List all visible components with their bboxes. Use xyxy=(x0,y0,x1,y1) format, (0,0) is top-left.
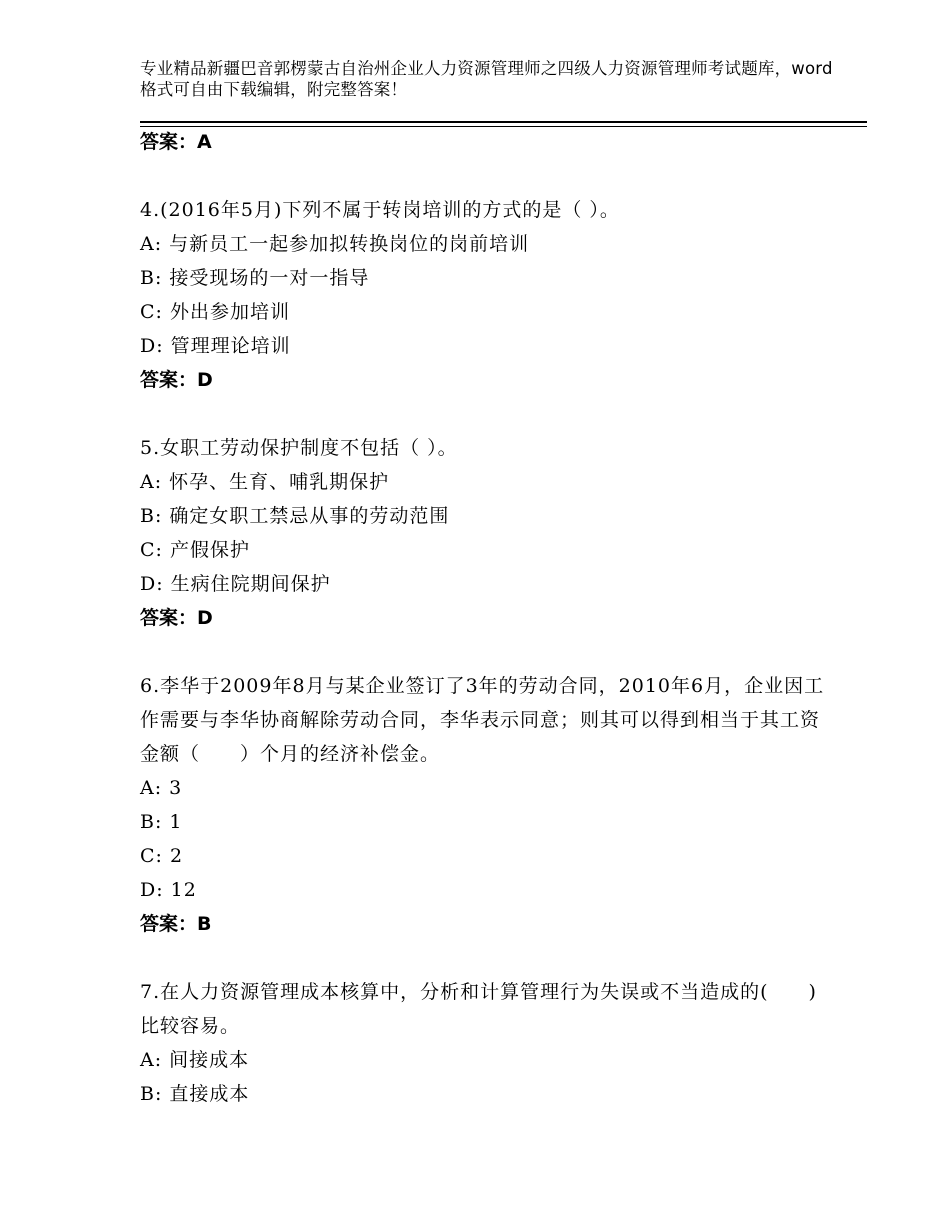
question-5 xyxy=(140,431,830,635)
option-a: A: 间接成本 xyxy=(140,1049,250,1071)
question-7 xyxy=(140,975,830,1111)
option-a: A: 与新员工一起参加拟转换岗位的岗前培训 xyxy=(140,233,530,255)
question-stem: 4.(2016年5月)下列不属于转岗培训的方式的是（ ）。 xyxy=(140,199,620,221)
question-stem: 7.在人力资源管理成本核算中，分析和计算管理行为失误或不当造成的( )比较容易。 xyxy=(140,981,817,1037)
option-d: D: 生病住院期间保护 xyxy=(140,573,331,595)
header-rule-thick xyxy=(140,121,867,123)
document-header: 专业精品新疆巴音郭楞蒙古自治州企业人力资源管理师之四级人力资源管理师考试题库，word格式可自由下载编辑，附完整答案！ xyxy=(140,59,833,99)
answer-label: 答案：A xyxy=(140,131,212,153)
option-a: A: 3 xyxy=(140,777,183,799)
question-stem: 5.女职工劳动保护制度不包括（ ）。 xyxy=(140,437,458,459)
question-6 xyxy=(140,669,830,941)
answer-label: 答案：D xyxy=(140,369,213,391)
answer-label: 答案：B xyxy=(140,913,212,935)
option-d: D: 管理理论培训 xyxy=(140,335,291,357)
option-b: B: 接受现场的一对一指导 xyxy=(140,267,370,289)
option-c: C: 外出参加培训 xyxy=(140,301,290,323)
question-stem: 6.李华于2009年8月与某企业签订了3年的劳动合同，2010年6月，企业因工作需要与李华协商解除劳动合同，李华表示同意；则其可以得到相当于其工资金额（ ）个月的经济补偿金。 xyxy=(140,675,825,765)
question-4 xyxy=(140,193,830,397)
question-list xyxy=(140,125,830,1111)
option-b: B: 直接成本 xyxy=(140,1083,250,1105)
option-b: B: 确定女职工禁忌从事的劳动范围 xyxy=(140,505,450,527)
option-b: B: 1 xyxy=(140,811,183,833)
option-c: C: 2 xyxy=(140,845,184,867)
option-d: D: 12 xyxy=(140,879,197,901)
option-a: A: 怀孕、生育、哺乳期保护 xyxy=(140,471,390,493)
option-c: C: 产假保护 xyxy=(140,539,250,561)
answer-label: 答案：D xyxy=(140,607,213,629)
